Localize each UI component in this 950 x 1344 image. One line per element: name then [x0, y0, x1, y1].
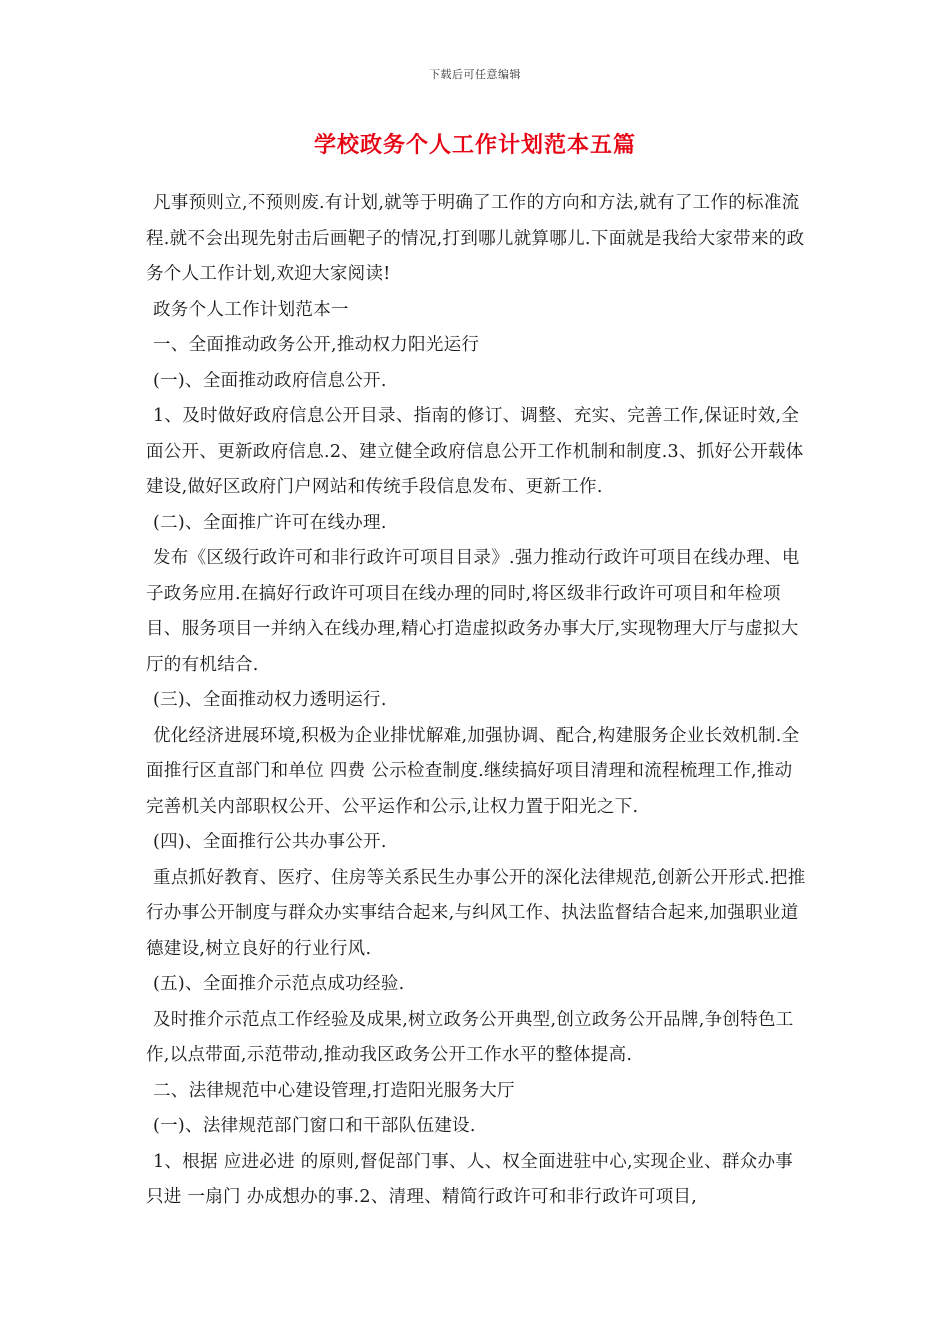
- paragraph: (三)、全面推动权力透明运行.: [153, 690, 387, 710]
- paragraph: (一)、全面推动政府信息公开.: [153, 370, 387, 391]
- paragraph: 优化经济进展环境,积极为企业排忧解难,加强协调、配合,构建服务企业长效机制.全面推行区直部门和单位 四费 公示检查制度.继续搞好项目清理和流程梳理工作,推动完善机关内部职权公开、公平运作和公示,让权力置于阳光之下.: [146, 725, 800, 817]
- document-body: [146, 186, 810, 1216]
- paragraph: 政务个人工作计划范本一: [153, 299, 349, 320]
- paragraph: 重点抓好教育、医疗、住房等关系民生办事公开的深化法律规范,创新公开形式.把推行办事公开制度与群众办实事结合起来,与纠风工作、执法监督结合起来,加强职业道德建设,树立良好的行业行风.: [146, 867, 806, 959]
- paragraph: (一)、法律规范部门窗口和干部队伍建设.: [153, 1116, 476, 1136]
- paragraph: 及时推介示范点工作经验及成果,树立政务公开典型,创立政务公开品牌,争创特色工作,以点带面,示范带动,推动我区政务公开工作水平的整体提高.: [146, 1009, 794, 1065]
- paragraph: 一、全面推动政务公开,推动权力阳光运行: [153, 335, 480, 355]
- paragraph: (五)、全面推介示范点成功经验.: [153, 974, 405, 994]
- paragraph: 发布《区级行政许可和非行政许可项目目录》.强力推动行政许可项目在线办理、电子政务应用.在搞好行政许可项目在线办理的同时,将区级非行政许可项目和年检项目、服务项目一并纳入在线办理,精心打造虚拟政务办事大厅,实现物理大厅与虚拟大厅的有机结合.: [146, 548, 800, 675]
- header-note: 下载后可任意编辑: [429, 68, 521, 81]
- paragraph: (二)、全面推广许可在线办理.: [153, 512, 387, 533]
- paragraph: (四)、全面推行公共办事公开.: [153, 832, 387, 852]
- paragraph: 凡事预则立,不预则废.有计划,就等于明确了工作的方向和方法,就有了工作的标准流程.就不会出现先射击后画靶子的情况,打到哪儿就算哪儿.下面就是我给大家带来的政务个人工作计划,欢迎大家阅读!: [146, 193, 805, 284]
- paragraph: 1、及时做好政府信息公开目录、指南的修订、调整、充实、完善工作,保证时效,全面公开、更新政府信息.2、建立健全政府信息公开工作机制和制度.3、抓好公开载体建设,做好区政府门户网站和传统手段信息发布、更新工作.: [146, 406, 804, 497]
- paragraph: 二、法律规范中心建设管理,打造阳光服务大厅: [153, 1080, 515, 1101]
- paragraph: 1、根据 应进必进 的原则,督促部门事、人、权全面进驻中心,实现企业、群众办事只进 一扇门 办成想办的事.2、清理、精简行政许可和非行政许可项目,: [146, 1151, 794, 1207]
- document-title: 学校政务个人工作计划范本五篇: [313, 132, 636, 158]
